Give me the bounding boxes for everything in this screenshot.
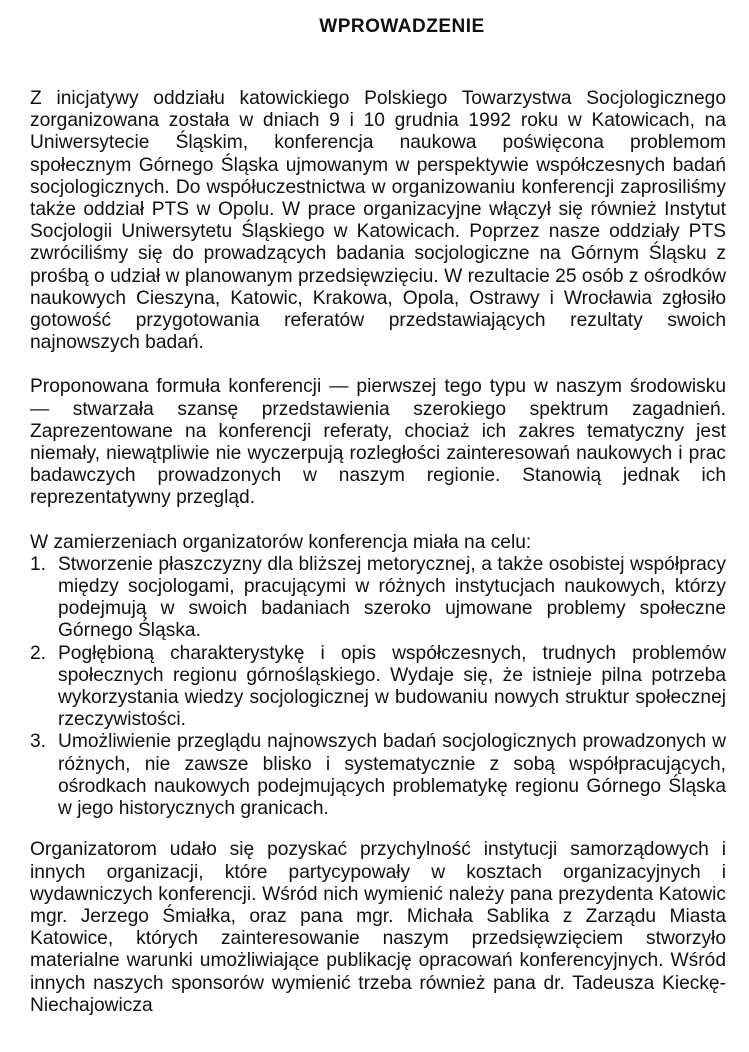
goal-item: [30, 554, 726, 643]
document-page: [30, 16, 726, 1039]
paragraph-sponsors: Organizatorom udało się pozyskać przychylność instytucji samorządowych i innych organizacji, które partycypowały w kosztach organizacyjnych i wydawniczych konferencji. Wśród nich wymienić należy pana prezydenta Katowic mgr. Jerzego Śmiałka, oraz pana mgr. Michała Sablika z Zarządu Miasta Katowice, których zainteresowanie naszym przedsięwzięciem stworzyło materialne warunki umożliwiające publikację opracowań konferencyjnych. Wśród innych naszych sponsorów wymienić trzeba również pana dr. Tadeusza Kieckę-Niechajowicza: [30, 839, 726, 1016]
goal-text: Pogłębioną charakterystykę i opis współczesnych, trudnych problemów społecznych regionu górnośląskiego. Wydaje się, że istnieje pilna potrzeba wykorzystania wiedzy socjologicznej w budowaniu nowych struktur społecznej rzeczywistości.: [58, 642, 726, 731]
goal-text: Stworzenie płaszczyzny dla bliższej metorycznej, a także osobistej współpracy między socjologami, pracującymi w różnych instytucjach naukowych, którzy podejmują w swoich badaniach szeroko ujmowane problemy społeczne Górnego Śląska.: [58, 553, 726, 642]
document-title: WPROWADZENIE: [319, 16, 485, 37]
goals-list: [30, 554, 726, 820]
paragraph-intro: Z inicjatywy oddziału katowickiego Polskiego Towarzystwa Socjologicznego zorganizowana została w dniach 9 i 10 grudnia 1992 roku w Katowicach, na Uniwersytecie Śląskim, konferencja naukowa poświęcona problemom społecznym Górnego Śląska ujmowanym w perspektywie współczesnych badań socjologicznych. Do współuczestnictwa w organizowaniu konferencji zaprosiliśmy także oddział PTS w Opolu. W prace organizacyjne włączył się również Instytut Socjologii Uniwersytetu Śląskiego w Katowicach. Poprzez nasze oddziały PTS zwróciliśmy się do prowadzących badania socjologiczne na Górnym Śląsku z prośbą o udział w planowanym przedsięwzięciu. W rezultacie 25 osób z ośrodków naukowych Cieszyna, Katowic, Krakowa, Opola, Ostrawy i Wrocławia zgłosiło gotowość przygotowania referatów przedstawiających rezultaty swoich najnowszych badań.: [30, 88, 726, 354]
goal-text: Umożliwienie przeglądu najnowszych badań socjologicznych prowadzonych w różnych, nie zawsze blisko i systematycznie z sobą współpracujących, ośrodkach naukowych podejmujących problematykę regionu Górnego Śląska w jego historycznych granicach.: [58, 731, 726, 820]
goal-number: 2.: [30, 642, 47, 664]
goal-number: 1.: [30, 553, 47, 575]
goal-item: [30, 731, 726, 820]
goal-number: 3.: [30, 731, 47, 753]
paragraph-formula: Proponowana formuła konferencji — pierwszej tego typu w naszym środowisku — stwarzała szansę przedstawienia szerokiego spektrum zagadnień. Zaprezentowane na konferencji referaty, chociaż ich zakres tematyczny jest niemały, niewątpliwie nie wyczerpują rozległości zainteresowań naukowych i prac badawczych prowadzonych w naszym regionie. Stanowią jednak ich reprezentatywny przegląd.: [30, 376, 726, 509]
goals-intro: W zamierzeniach organizatorów konferencja miała na celu:: [30, 531, 532, 553]
goal-item: [30, 643, 726, 732]
